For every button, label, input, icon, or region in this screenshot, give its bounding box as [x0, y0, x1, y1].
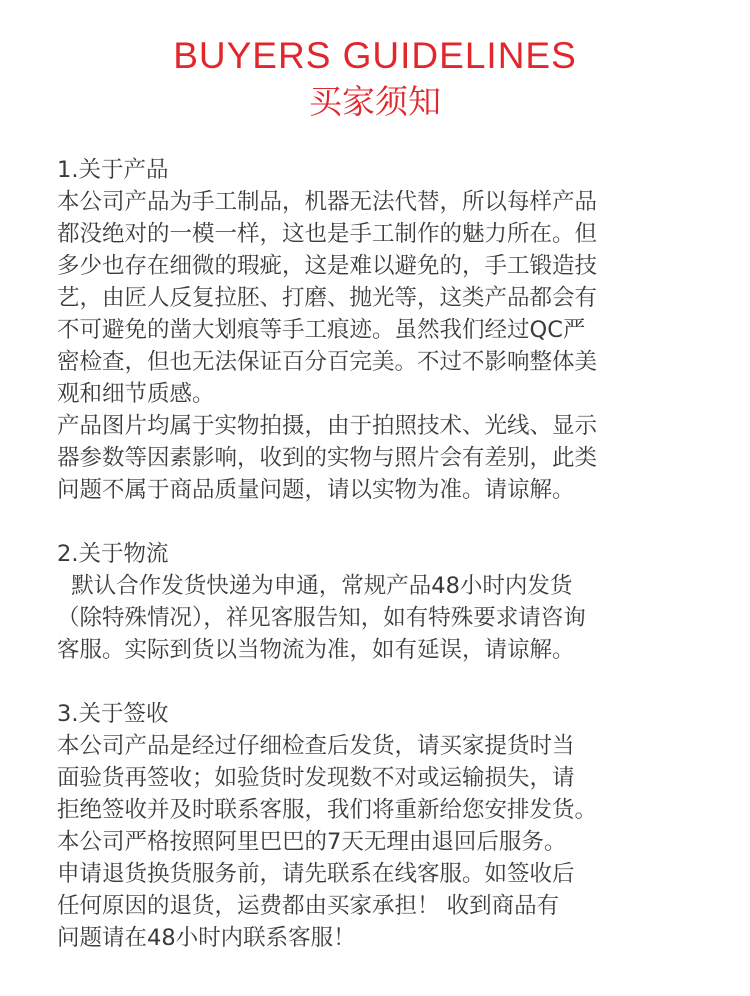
section-receipt — [57, 698, 707, 954]
paragraph-line: （除特殊情况），祥见客服告知，如有特殊要求请咨询 — [57, 605, 586, 631]
paragraph-line: 不可避免的凿大划痕等手工痕迹。虽然我们经过QC严 — [57, 317, 586, 343]
paragraph-line: 默认合作发货快递为申通，常规产品48小时内发货 — [57, 573, 573, 599]
paragraph-line: 密检查，但也无法保证百分百完美。不过不影响整体美 — [57, 349, 598, 375]
title-english: BUYERS GUIDELINES — [173, 35, 577, 76]
paragraph-line: 观和细节质感。 — [57, 381, 215, 407]
section-heading: 2.关于物流 — [57, 541, 169, 567]
section-product — [57, 154, 707, 506]
section-spacer — [57, 506, 707, 538]
section-heading: 3.关于签收 — [57, 701, 169, 727]
paragraph-line: 问题不属于商品质量问题，请以实物为准。请谅解。 — [57, 477, 575, 503]
paragraph-line: 多少也存在细微的瑕疵，这是难以避免的，手工锻造技 — [57, 253, 598, 279]
paragraph-line: 艺，由匠人反复拉胚、打磨、抛光等，这类产品都会有 — [57, 285, 598, 311]
guidelines-content — [57, 154, 707, 954]
paragraph-line: 申请退货换货服务前，请先联系在线客服。如签收后 — [57, 861, 575, 887]
section-heading: 1.关于产品 — [57, 157, 169, 183]
paragraph-line: 本公司产品为手工制品，机器无法代替，所以每样产品 — [57, 189, 598, 215]
paragraph-line: 拒绝签收并及时联系客服，我们将重新给您安排发货。 — [57, 797, 598, 823]
paragraph-line: 器参数等因素影响，收到的实物与照片会有差别，此类 — [57, 445, 598, 471]
section-logistics — [57, 538, 707, 666]
header — [0, 34, 750, 124]
paragraph-line: 问题请在48小时内联系客服！ — [57, 925, 356, 951]
title-chinese: 买家须知 — [309, 82, 441, 121]
paragraph-line: 都没绝对的一模一样，这也是手工制作的魅力所在。但 — [57, 221, 598, 247]
paragraph-line: 客服。实际到货以当物流为准，如有延误，请谅解。 — [57, 637, 575, 663]
paragraph-line: 面验货再签收；如验货时发现数不对或运输损失，请 — [57, 765, 575, 791]
section-spacer — [57, 666, 707, 698]
paragraph-line: 本公司严格按照阿里巴巴的7天无理由退回后服务。 — [57, 829, 567, 855]
paragraph-line: 本公司产品是经过仔细检查后发货，请买家提货时当 — [57, 733, 575, 759]
paragraph-line: 任何原因的退货，运费都由买家承担！ 收到商品有 — [57, 893, 560, 919]
paragraph-line: 产品图片均属于实物拍摄，由于拍照技术、光线、显示 — [57, 413, 598, 439]
